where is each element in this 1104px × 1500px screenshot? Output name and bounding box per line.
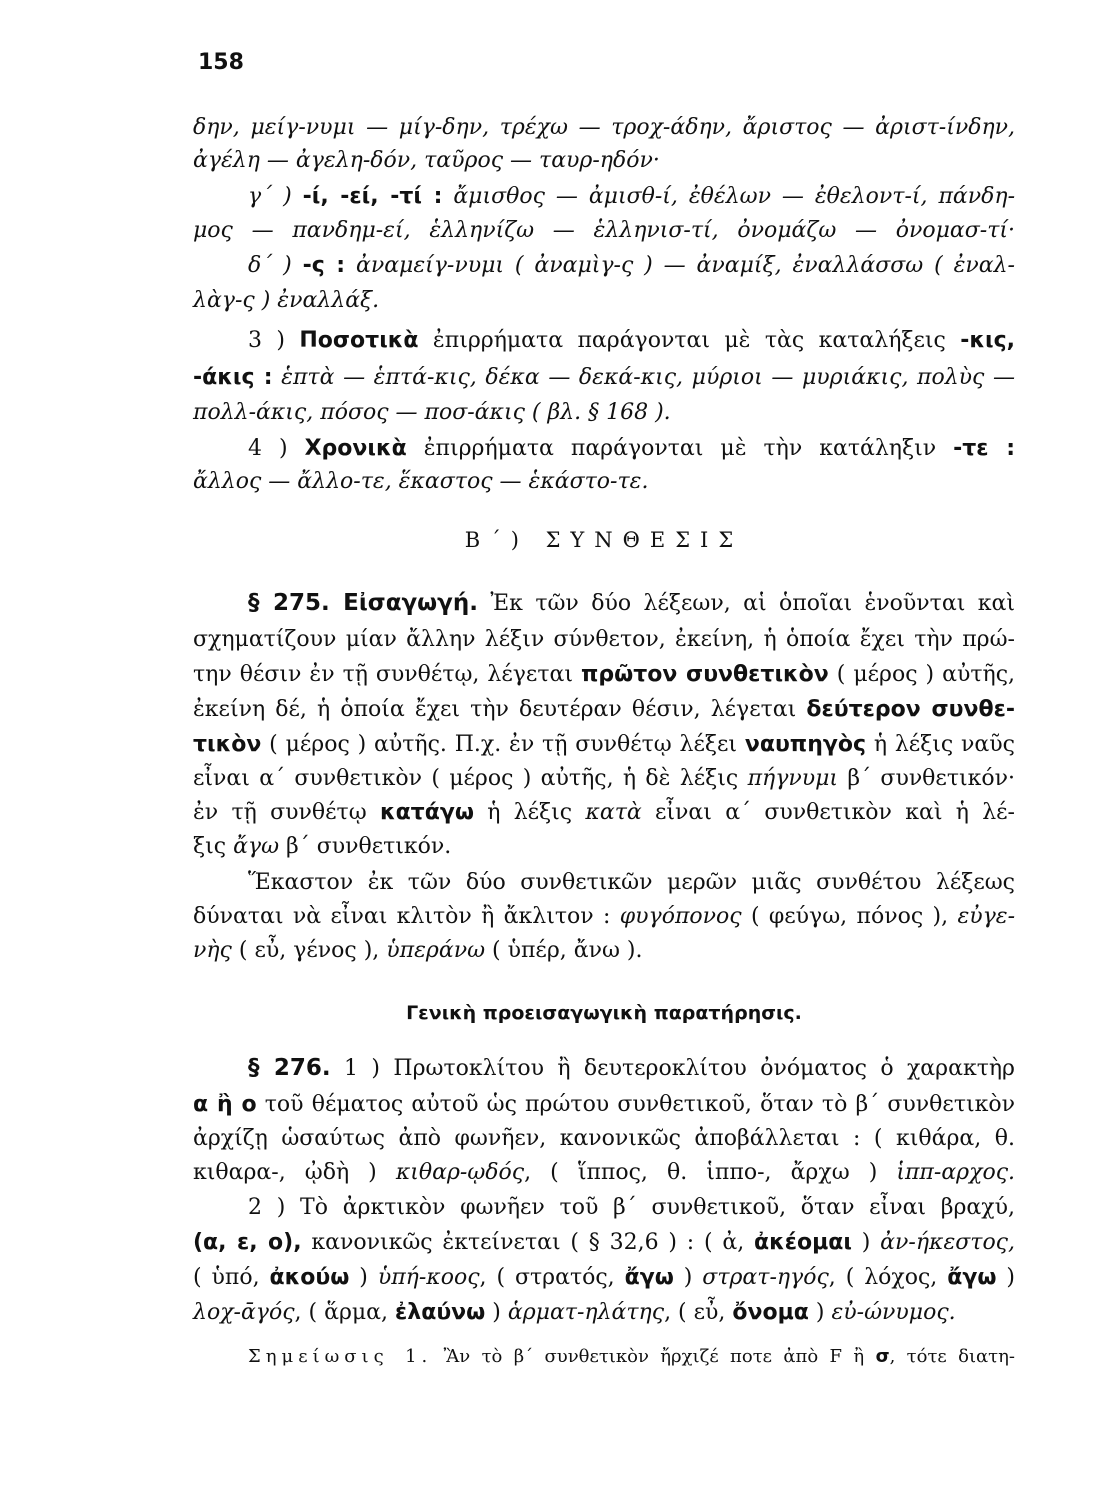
paragraph-275-line: § 275. Εἰσαγωγή. Ἐκ τῶν δύο λέξεων, αἱ ὁποῖαι ἑνοῦνται καὶ bbox=[248, 590, 1015, 616]
text-line: 4 ) Χρονικὰ ἐπιρρήματα παράγονται μὲ τὴν κατάληξιν -τε : bbox=[248, 436, 1015, 461]
paragraph-276-line: λοχ-ᾱγός, ( ἅρμα, ἐλαύνω ) ἁρματ-ηλάτης, ( εὖ, ὄνομα ) εὐ-ώνυμος. bbox=[193, 1300, 956, 1325]
paragraph-275-line: την θέσιν ἐν τῇ συνθέτῳ, λέγεται πρῶτον συνθετικὸν ( μέρος ) αὐτῆς, bbox=[193, 662, 1016, 687]
note-line: Σημείωσις 1. Ἂν τὸ β´ συνθετικὸν ἤρχιζέ ποτε ἀπὸ F ἢ σ, τότε διατη- bbox=[248, 1346, 1016, 1367]
paragraph-276-line: α ἢ ο τοῦ θέματος αὐτοῦ ὡς πρώτου συνθετικοῦ, ὅταν τὸ β´ συνθετικὸν bbox=[193, 1092, 1015, 1117]
text-line: πολλ-άκις, πόσος — ποσ-άκις ( βλ. § 168 ). bbox=[193, 400, 671, 425]
paragraph-275-line: εἶναι α´ συνθετικὸν ( μέρος ) αὐτῆς, ἡ δὲ λέξις πήγνυμι β´ συνθετικόν· bbox=[193, 766, 1015, 791]
paragraph-276-line: ἀρχίζῃ ὡσαύτως ἀπὸ φωνῆεν, κανονικῶς ἀποβάλλεται : ( κιθάρα, θ. bbox=[193, 1126, 1015, 1151]
text-line: δην, μείγ-νυμι — μίγ-δην, τρέχω — τροχ-άδην, ἄριστος — ἀριστ-ίνδην, bbox=[193, 115, 1015, 140]
paragraph-275-line: ἐκείνη δέ, ἡ ὁποία ἔχει τὴν δευτέραν θέσιν, λέγεται δεύτερον συνθε- bbox=[193, 697, 1015, 722]
paragraph-275-line: σχηματίζουν μίαν ἄλλην λέξιν σύνθετον, ἐκείνη, ἡ ὁποία ἔχει τὴν πρώ- bbox=[193, 627, 1015, 652]
text-line: γ´ ) -ί, -εί, -τί : ἄμισθος — ἀμισθ-ί, ἐθέλων — ἐθελοντ-ί, πάνδη- bbox=[248, 184, 1015, 209]
section-heading-276: § 276. bbox=[248, 1055, 331, 1081]
paragraph-276-line: ( ὑπό, ἀκούω ) ὑπή-κοος, ( στρατός, ἄγω ) στρατ-ηγός, ( λόχος, ἄγω ) bbox=[193, 1265, 1016, 1290]
paragraph-276-line: (α, ε, ο), κανονικῶς ἐκτείνεται ( § 32,6 ) : ( ἀ, ἀκέομαι ) ἀν-ήκεστος, bbox=[193, 1230, 1015, 1255]
text-line: ἀγέλη — ἀγελη-δόν, ταῦρος — ταυρ-ηδόν· bbox=[193, 148, 660, 173]
section-heading-275: § 275. Εἰσαγωγή. bbox=[248, 590, 478, 616]
paragraph-276-line: κιθαρα-, ᾠδὴ ) κιθαρ-ῳδός, ( ἵππος, θ. ἱππο-, ἄρχω ) ἱππ-αρχος. bbox=[193, 1160, 1016, 1185]
paragraph-275-line: ἐν τῇ συνθέτῳ κατάγω ἡ λέξις κατὰ εἶναι α´ συνθετικὸν καὶ ἡ λέ- bbox=[193, 800, 1015, 825]
page-number: 158 bbox=[198, 50, 244, 75]
paragraph-276-line: 2 ) Τὸ ἀρκτικὸν φωνῆεν τοῦ β´ συνθετικοῦ, ὅταν εἶναι βραχύ, bbox=[248, 1195, 1015, 1220]
paragraph-276-line: § 276. 1 ) Πρωτοκλίτου ἢ δευτεροκλίτου ὀνόματος ὁ χαρακτὴρ bbox=[248, 1055, 1015, 1081]
text-line: -άκις : ἑπτὰ — ἑπτά-κις, δέκα — δεκά-κις, μύριοι — μυριάκις, πολὺς — bbox=[193, 365, 1015, 390]
text-line: δ´ ) -ς : ἀναμείγ-νυμι ( ἀναμὶγ-ς ) — ἀναμίξ, ἐναλλάσσω ( ἐναλ- bbox=[248, 253, 1015, 278]
note-label: Σημείωσις 1. bbox=[248, 1346, 433, 1367]
paragraph-275-line: νὴς ( εὖ, γένος ), ὑπεράνω ( ὑπέρ, ἄνω ). bbox=[193, 938, 643, 963]
text-line: μος — πανδημ-εί, ἑλληνίζω — ἑλληνισ-τί, ὀνομάζω — ὀνομασ-τί· bbox=[193, 218, 1015, 243]
text-line: ἄλλος — ἄλλο-τε, ἕκαστος — ἑκάστο-τε. bbox=[193, 469, 649, 494]
paragraph-275-line: τικὸν ( μέρος ) αὐτῆς. Π.χ. ἐν τῇ συνθέτῳ λέξει ναυπηγὸς ἡ λέξις ναῦς bbox=[193, 732, 1015, 757]
section-title: Β´) ΣΥΝΘΕΣΙΣ bbox=[464, 528, 744, 552]
text-line: λὰγ-ς ) ἐναλλάξ. bbox=[193, 288, 380, 313]
paragraph-275-line: ξις ἄγω β´ συνθετικόν. bbox=[193, 834, 452, 859]
text-line: 3 ) Ποσοτικὰ ἐπιρρήματα παράγονται μὲ τὰς καταλήξεις -κις, bbox=[248, 328, 1015, 353]
paragraph-275-line: δύναται νὰ εἶναι κλιτὸν ἢ ἄκλιτον : φυγόπονος ( φεύγω, πόνος ), εὐγε- bbox=[193, 904, 1016, 929]
paragraph-275-line: Ἕκαστον ἐκ τῶν δύο συνθετικῶν μερῶν μιᾶς συνθέτου λέξεως bbox=[248, 870, 1015, 895]
subheading: Γενικὴ προεισαγωγικὴ παρατήρησις. bbox=[406, 1002, 802, 1024]
